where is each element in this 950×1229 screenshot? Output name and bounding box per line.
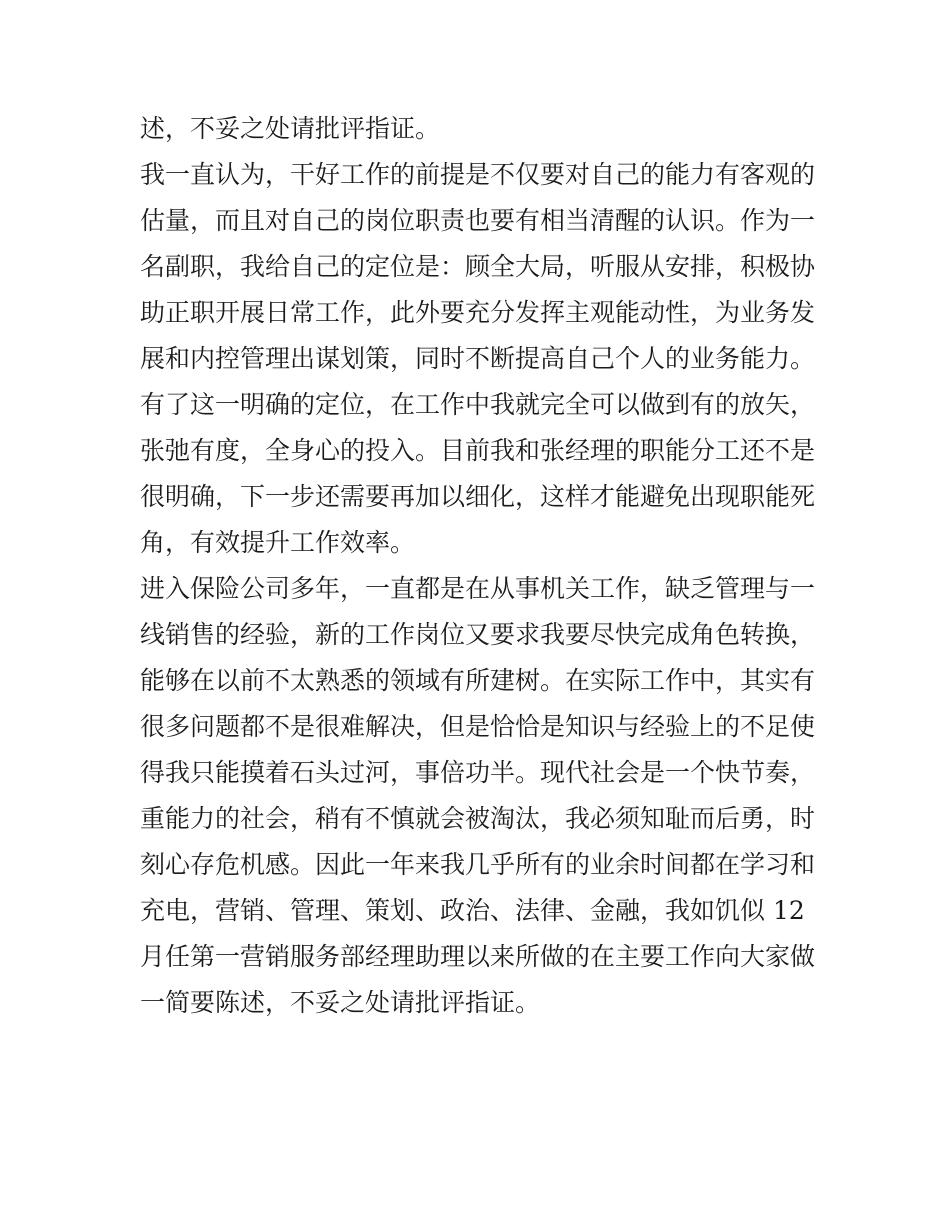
text-line: 助正职开展日常工作，此外要充分发挥主观能动性，为业务发 bbox=[140, 298, 816, 327]
text-line: 估量，而且对自己的岗位职责也要有相当清醒的认识。作为一 bbox=[140, 206, 816, 235]
text-line: 名副职，我给自己的定位是：顾全大局，听服从安排，积极协 bbox=[140, 252, 816, 281]
text-line: 重能力的社会，稍有不慎就会被淘汰，我必须知耻而后勇，时 bbox=[140, 804, 816, 833]
text-line: 月任第一营销服务部经理助理以来所做的在主要工作向大家做 bbox=[140, 942, 816, 971]
text-line: 线销售的经验，新的工作岗位又要求我要尽快完成角色转换， bbox=[140, 620, 816, 649]
text-line: 角，有效提升工作效率。 bbox=[140, 528, 416, 557]
text-line: 充电，营销、管理、策划、政治、法律、金融，我如饥似 12 bbox=[140, 896, 805, 925]
text-line: 很明确，下一步还需要再加以细化，这样才能避免出现职能死 bbox=[140, 482, 816, 511]
text-line: 有了这一明确的定位，在工作中我就完全可以做到有的放矢， bbox=[140, 390, 816, 419]
text-line: 刻心存危机感。因此一年来我几乎所有的业余时间都在学习和 bbox=[140, 850, 816, 879]
body-text bbox=[140, 106, 830, 1026]
text-line: 进入保险公司多年，一直都是在从事机关工作，缺乏管理与一 bbox=[140, 574, 816, 603]
text-line: 展和内控管理出谋划策，同时不断提高自己个人的业务能力。 bbox=[140, 344, 816, 373]
text-line: 张弛有度，全身心的投入。目前我和张经理的职能分工还不是 bbox=[140, 436, 816, 465]
text-line: 述，不妥之处请批评指证。 bbox=[140, 114, 441, 143]
text-line: 一简要陈述，不妥之处请批评指证。 bbox=[140, 988, 541, 1017]
text-line: 很多问题都不是很难解决，但是恰恰是知识与经验上的不足使 bbox=[140, 712, 816, 741]
text-line: 得我只能摸着石头过河，事倍功半。现代社会是一个快节奏， bbox=[140, 758, 816, 787]
text-line: 能够在以前不太熟悉的领域有所建树。在实际工作中，其实有 bbox=[140, 666, 816, 695]
text-line: 我一直认为，干好工作的前提是不仅要对自己的能力有客观的 bbox=[140, 160, 816, 189]
